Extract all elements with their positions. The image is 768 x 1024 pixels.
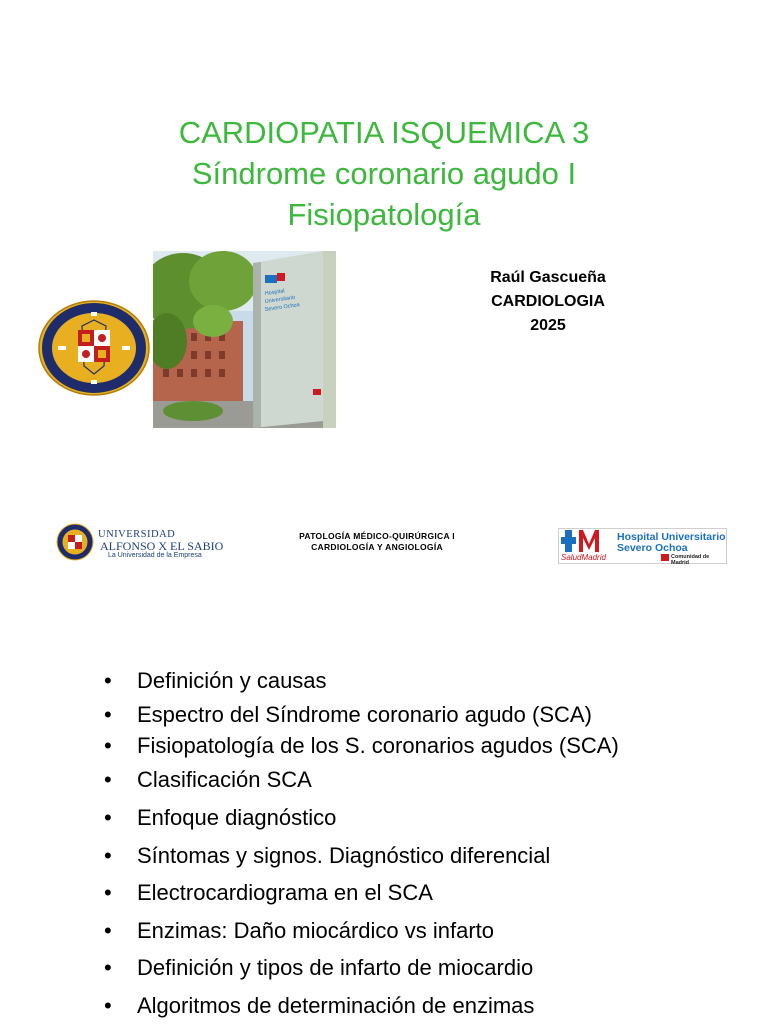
title-line-3: Fisiopatología [287,197,481,232]
bullet-icon: • [104,805,112,830]
author-department: CARDIOLOGIA [491,293,605,310]
svg-text:Severo Ochoa: Severo Ochoa [264,302,301,313]
title-line-2: Síndrome coronario agudo I [191,156,577,191]
author-block [468,266,628,338]
bullet-icon: • [104,733,112,758]
hospital-photo [153,251,336,428]
topic-text: Definición y causas [137,668,327,693]
bullet-icon: • [104,843,112,868]
saludmadrid-cross-icon [561,530,617,554]
topics-list [104,668,619,1023]
comunidad-flag-icon [661,554,669,561]
bullet-icon: • [104,918,112,943]
course-line-2: CARDIOLOGÍA Y ANGIOLOGÍA [311,542,443,552]
topic-item [104,993,619,1023]
author-year: 2025 [530,317,566,334]
topic-item [104,767,619,805]
university-logo-line-3: La Universidad de la Empresa [108,552,202,559]
title-line-1: CARDIOPATIA ISQUEMICA 3 [178,115,590,150]
topic-text: Algoritmos de determinación de enzimas [137,993,535,1018]
hospital-logo [558,528,727,564]
bullet-icon: • [104,668,112,693]
university-logo-line-2: ALFONSO X EL SABIO [100,539,224,553]
saludmadrid-label: SaludMadrid [561,553,606,562]
author-name: Raúl Gascueña [490,269,606,286]
svg-text:Universitario: Universitario [264,294,296,305]
university-logo-line-1: UNIVERSIDAD [98,529,176,540]
topic-item [104,955,619,993]
slide-title [0,112,768,235]
topic-text: Electrocardiograma en el SCA [137,880,433,905]
topic-item [104,918,619,955]
bullet-icon: • [104,880,112,905]
topic-item [104,733,619,767]
university-seal-icon [38,300,150,396]
topic-text: Definición y tipos de infarto de miocardio [137,955,534,980]
university-logo [56,523,226,561]
topic-text: Espectro del Síndrome coronario agudo (SCA) [137,702,592,727]
topic-item [104,880,619,918]
topic-text: Enzimas: Daño miocárdico vs infarto [137,918,495,943]
topic-item [104,668,619,702]
topic-text: Enfoque diagnóstico [137,805,337,830]
university-mini-seal-icon [56,523,94,561]
bullet-icon: • [104,955,112,980]
topic-item [104,805,619,843]
hospital-logo-line-2: Severo Ochoa [617,542,688,554]
hospital-logo-line-1: Hospital Universitario [617,531,726,543]
course-name [268,531,486,553]
topic-text: Síntomas y signos. Diagnóstico diferencial [137,843,551,868]
topic-item [104,702,619,733]
bullet-icon: • [104,767,112,792]
svg-text:Hospital: Hospital [264,288,285,297]
bullet-icon: • [104,993,112,1018]
bullet-icon: • [104,702,112,727]
topic-text: Clasificación SCA [137,767,312,792]
topic-item [104,843,619,880]
comunidad-label: Comunidad de Madrid [671,554,710,566]
course-line-1: PATOLOGÍA MÉDICO-QUIRÚRGICA I [299,531,455,541]
topic-text: Fisiopatología de los S. coronarios agudos (SCA) [137,733,619,758]
